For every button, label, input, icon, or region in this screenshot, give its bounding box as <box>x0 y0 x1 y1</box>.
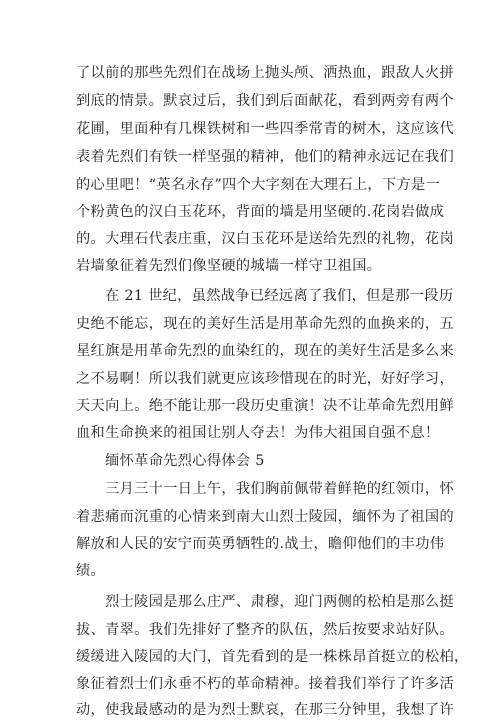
text-line: 缓缓进入陵园的大门，首先看到的是一株株昂首挺立的松柏， <box>76 649 469 665</box>
text-line: 的心里吧！“英名永存”四个大字刻在大理石上，下方是一 <box>76 177 441 193</box>
text-line: 星红旗是用革命先烈的血染红的，现在的美好生活是多么来 <box>76 343 454 359</box>
text-line: 拔、青翠。我们先排好了整齐的队伍，然后按要求站好队。 <box>76 622 454 638</box>
text-line: 烈士陵园是那么庄严、肃穆，迎门两侧的松柏是那么挺 <box>76 594 454 610</box>
text-line: 三月三十一日上午，我们胸前佩带着鲜艳的红领巾，怀 <box>76 481 454 497</box>
text-line: 在 21 世纪，虽然战争已经远离了我们，但是那一段历 <box>76 288 454 304</box>
text-line: 天天向上。绝不能让那一段历史重演！决不让革命先烈用鲜 <box>76 398 454 414</box>
text-line: 解放和人民的安宁而英勇牺牲的.战士，瞻仰他们的丰功伟 <box>76 536 445 552</box>
text-line: 动，使我最感动的是为烈士默哀，在那三分钟里，我想了许 <box>76 702 454 718</box>
text-line: 象征着烈士们永垂不朽的革命精神。接着我们举行了许多活 <box>76 676 454 692</box>
text-line: 了以前的那些先烈们在战场上抛头颅、洒热血，跟敌人火拼 <box>76 65 454 81</box>
text-line: 着悲痛而沉重的心情来到南大山烈士陵园，缅怀为了祖国的 <box>76 509 454 525</box>
text-line: 岩墙象征着先烈们像坚硬的城墙一样守卫祖国。 <box>76 258 382 274</box>
text-line: 到底的情景。默哀过后，我们到后面献花，看到两旁有两个 <box>76 93 454 109</box>
text-line: 绩。 <box>76 563 106 579</box>
text-line: 血和生命换来的祖国让别人夺去！为伟大祖国自强不息！ <box>76 425 440 441</box>
text-line: 之不易啊！所以我们就更应该珍惜现在的时光，好好学习， <box>76 371 454 387</box>
text-line: 个粉黄色的汉白玉花环，背面的墙是用坚硬的.花岗岩做成 <box>76 204 445 220</box>
text-line: 花圃，里面种有几棵铁树和一些四季常青的树木，这应该代 <box>76 121 454 137</box>
section-heading: 缅怀革命先烈心得体会 5 <box>76 453 265 469</box>
text-line: 史绝不能忘，现在的美好生活是用革命先烈的血换来的，五 <box>76 316 454 332</box>
text-line: 的。大理石代表庄重，汉白玉花环是送给先烈的礼物，花岗 <box>76 231 454 247</box>
text-line: 表着先烈们有铁一样坚强的精神，他们的精神永远记在我们 <box>76 149 454 165</box>
